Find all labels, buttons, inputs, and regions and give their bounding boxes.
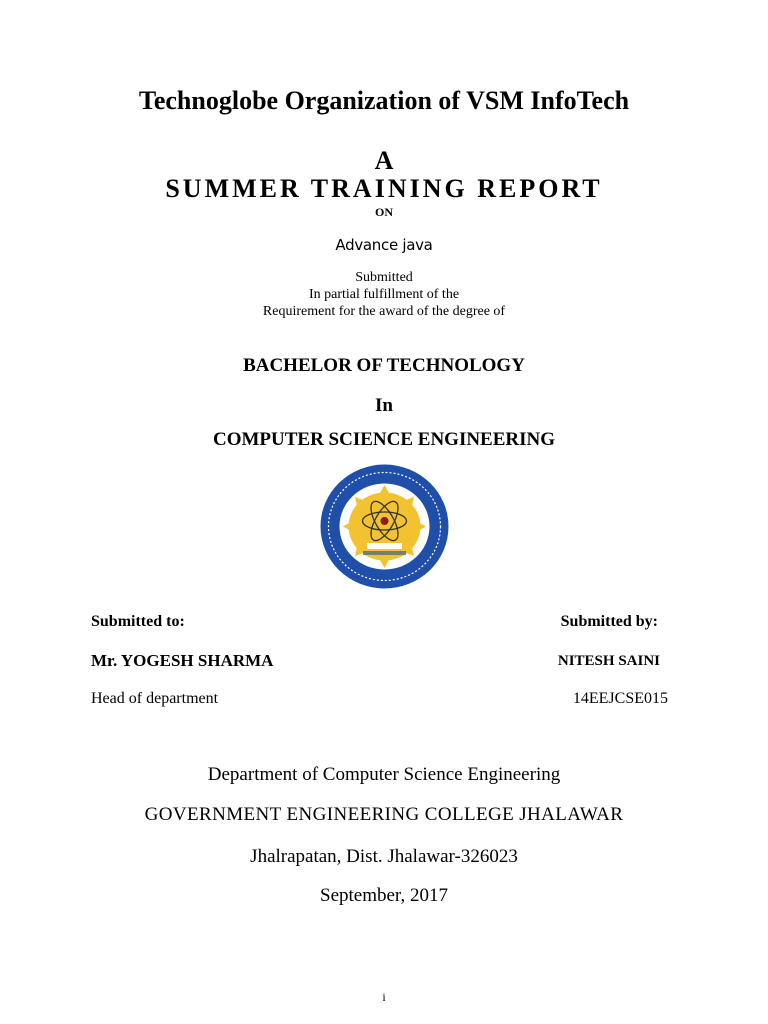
- guide-name: Mr. YOGESH SHARMA: [91, 651, 274, 670]
- submitted-by-label: Submitted by:: [560, 613, 658, 630]
- submission-line-3: Requirement for the award of the degree of: [262, 304, 506, 319]
- college-seal-icon: [319, 463, 450, 590]
- degree-in: In: [375, 395, 393, 416]
- report-date: September, 2017: [320, 885, 448, 906]
- organization-title: Technoglobe Organization of VSM InfoTech: [138, 86, 630, 115]
- student-id: 14EEJCSE015: [572, 690, 668, 707]
- report-article: A: [374, 146, 394, 175]
- college-name: GOVERNMENT ENGINEERING COLLEGE JHALAWAR: [144, 804, 624, 825]
- degree-branch: COMPUTER SCIENCE ENGINEERING: [212, 429, 556, 450]
- page-number: i: [382, 990, 386, 1004]
- degree-name: BACHELOR OF TECHNOLOGY: [243, 355, 525, 376]
- submission-line-2: In partial fulfillment of the: [308, 287, 460, 302]
- report-title: SUMMER TRAINING REPORT: [165, 174, 603, 203]
- guide-role: Head of department: [91, 690, 219, 707]
- student-name: NITESH SAINI: [557, 653, 660, 669]
- report-on: ON: [375, 205, 393, 219]
- submission-line-1: Submitted: [355, 270, 413, 285]
- department-name: Department of Computer Science Engineering: [207, 764, 561, 785]
- college-address: Jhalrapatan, Dist. Jhalawar-326023: [250, 846, 518, 867]
- submitted-to-label: Submitted to:: [91, 613, 185, 630]
- report-topic: Advance java: [335, 236, 433, 254]
